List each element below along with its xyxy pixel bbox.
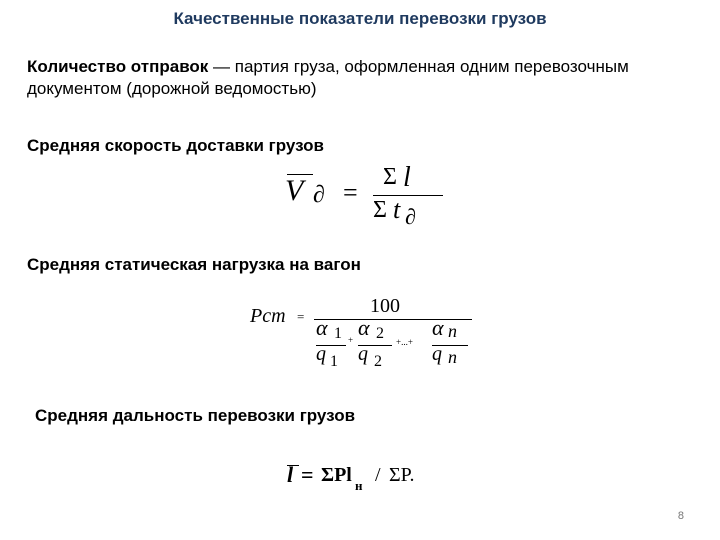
formula-numerator: 100 [370,295,400,317]
formula-transport-distance [285,462,445,498]
definition-text: — партия груза, оформленная одним перевозочным документом (дорожной ведомостью) [27,57,629,98]
formula-num-sum: Σ [383,164,397,190]
alpha-2-index: 2 [376,325,384,342]
fraction-bar [373,195,443,196]
formula-v: V [285,174,304,207]
plus-dots: +...+ [396,337,413,347]
formula-lhs: Pcm [250,305,286,327]
formula-sum-pl: ΣPl [321,464,352,486]
q-1-index: 1 [330,353,338,370]
alpha-n: α [432,315,444,340]
q-2-index: 2 [374,353,382,370]
alpha-2: α [358,315,370,340]
formula-delivery-speed [285,162,445,230]
section-heading-distance: Средняя дальность перевозки грузов [35,406,356,425]
formula-slash: / [375,464,381,486]
formula-den-sum: Σ [373,197,387,223]
plus-1: + [348,335,354,345]
q-1: q [316,343,326,365]
formula-equals: = [343,178,358,207]
alpha-1-index: 1 [334,325,342,342]
alpha-n-index: n [448,321,457,341]
formula-equals: = [297,309,305,324]
section-heading-speed: Средняя скорость доставки грузов [27,136,325,155]
fraction-bar [314,319,472,320]
formula-lhs: l [287,462,294,487]
formula-sum-p: ΣP. [389,464,415,486]
formula-den-sub: ∂ [405,204,416,229]
q-n-index: n [448,347,457,367]
page-number: 8 [677,510,684,522]
formula-den-var: t [393,195,401,224]
formula-equals: = [301,462,314,487]
formula-subscript-n: н [355,478,363,493]
q-2: q [358,343,368,365]
definition-paragraph [27,56,687,100]
formula-static-load [250,295,480,375]
alpha-1: α [316,315,328,340]
formula-v-sub: ∂ [313,182,325,208]
q-n: q [432,343,442,365]
slide-title: Качественные показатели перевозки грузов [173,9,547,28]
definition-term: Количество отправок [27,57,209,76]
section-heading-load: Средняя статическая нагрузка на вагон [27,255,361,274]
formula-num-var: l [403,162,411,193]
